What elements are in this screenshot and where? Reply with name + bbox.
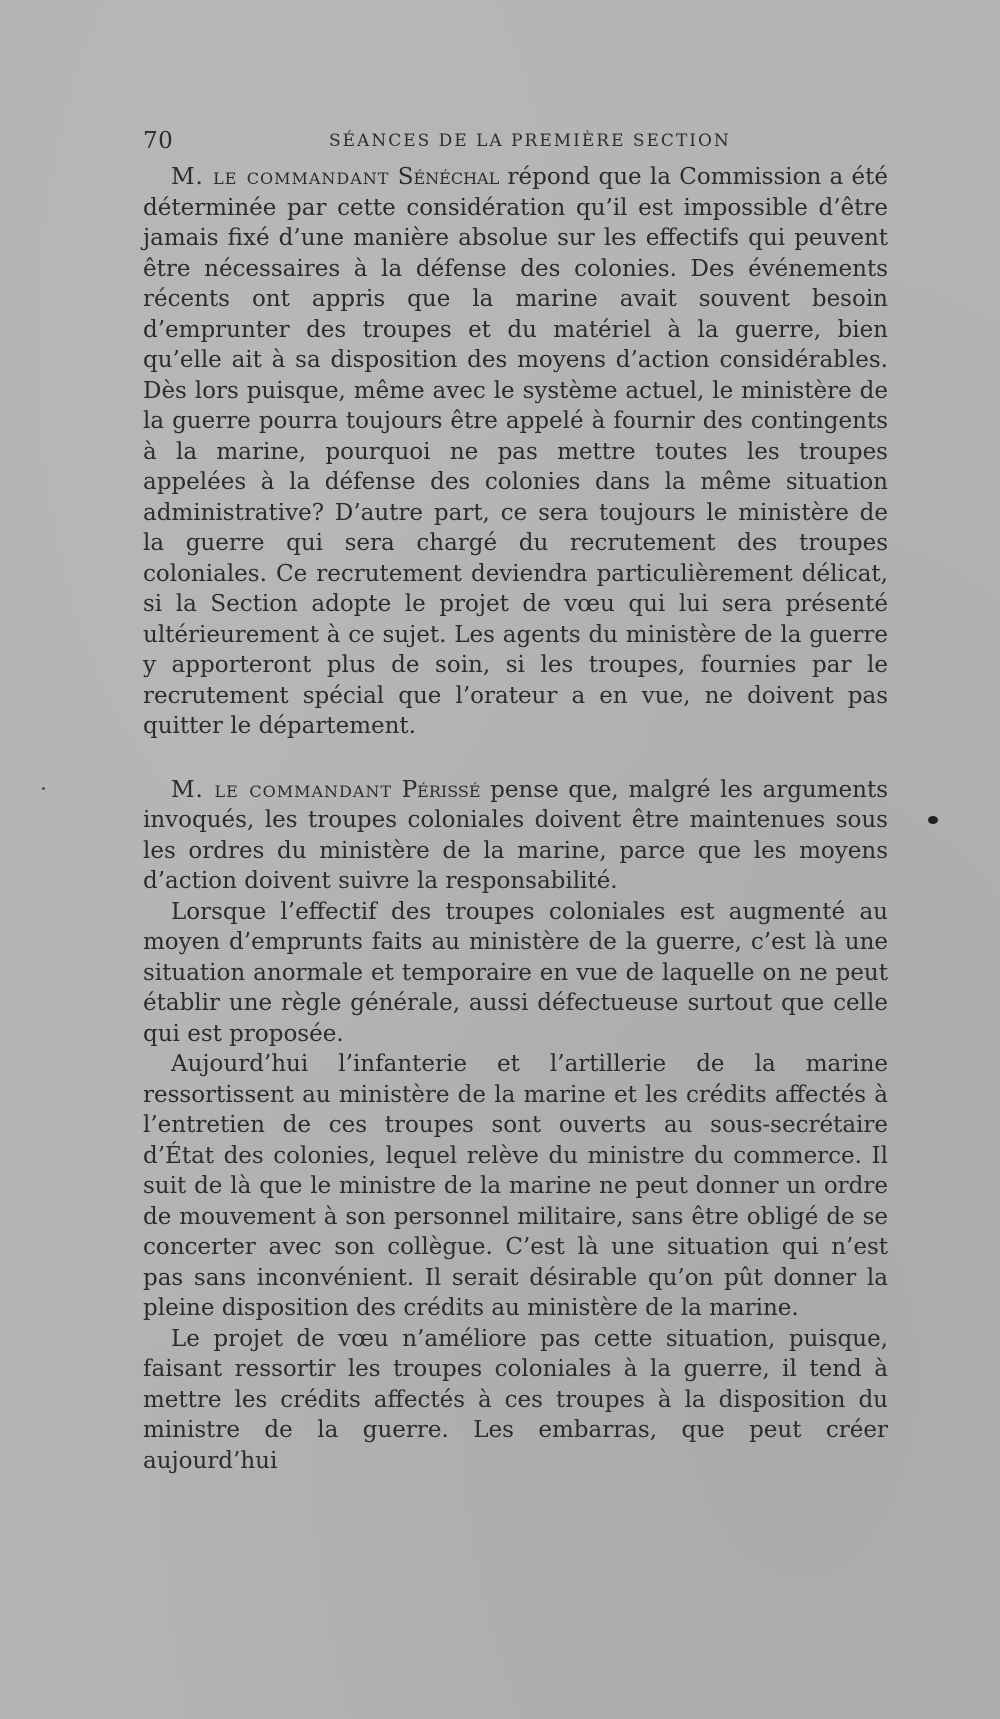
paragraph-senechal [143, 162, 888, 742]
body-text [143, 162, 888, 1476]
speaker-name-perisse: Périssé [401, 776, 481, 803]
paragraph-aujourdhui: Aujourd’hui l’infanterie et l’artillerie de la marine ressortissent au ministère de la marine et les crédits affectés à l’entretien de ces troupes sont ouverts au sous-secrétaire d’État des colonies, lequel relève du ministre du commerce. Il suit de là que le ministre de la marine ne peut donner un ordre de mouvement à son personnel militaire, sans être obligé de se concerter avec son collègue. C’est là une situation qui n’est pas sans inconvénient. Il serait désirable qu’on pût donner la pleine disposition des crédits au ministère de la marine. [143, 1051, 888, 1321]
speaker-title: M. le commandant [171, 164, 390, 190]
ink-spot [928, 816, 938, 824]
page-number: 70 [143, 128, 174, 154]
paragraph-text: pense que, malgré les arguments invoqués, les troupes coloniales doivent être maintenues sous les ordres du ministère de la marine, parce que les moyens d’action doivent suivre la responsabilité. [143, 776, 889, 894]
speaker-name-senechal: Sénéchal [397, 164, 500, 190]
speaker-title: M. le commandant [171, 776, 393, 803]
stray-mark [42, 787, 45, 790]
running-head [143, 128, 880, 162]
running-head-title: SÉANCES DE LA PREMIÈRE SECTION [329, 131, 731, 151]
paragraph-effectif: Lorsque l’effectif des troupes coloniales est augmenté au moyen d’emprunts faits au ministère de la guerre, c’est là une situation anormale et temporaire en vue de laquelle on ne peut établir une règle générale, aussi défectueuse surtout que celle qui est proposée. [143, 898, 888, 1047]
paragraph-text: répond que la Commission a été déterminée par cette considération qu’il est impossible d’être jamais fixé d’une manière absolue sur les effectifs qui peuvent être nécessaires à la défense des colonies. Des événements récents ont appris que la marine avait souvent besoin d’emprunter des troupes et du matériel à la guerre, bien qu’elle ait à sa disposition des moyens d’action considérables. Dès lors puisque, même avec le système actuel, le ministère de la guerre pourra toujours être appelé à fournir des contingents à la marine, pourquoi ne pas mettre toutes les troupes appelées à la défense des colonies dans la même situation administrative? D’autre part, ce sera toujours le ministère de la guerre qui sera chargé du recrutement des troupes coloniales. Ce recrutement deviendra particulièrement délicat, si la Section adopte le projet de vœu qui lui sera présenté ultérieurement à ce sujet. Les agents du ministère de la guerre y apporteront plus de soin, si les troupes, fournies par le recrutement spécial que l’orateur a en vue, ne doivent pas quitter le département. [143, 164, 889, 739]
paragraph-projet-de-voeu: Le projet de vœu n’améliore pas cette situation, puisque, faisant ressortir les troupes coloniales à la guerre, il tend à mettre les crédits affectés à ces troupes à la disposition du ministre de la guerre. Les embarras, que peut créer aujourd’hui [143, 1325, 888, 1474]
paragraph-perisse [143, 775, 888, 897]
